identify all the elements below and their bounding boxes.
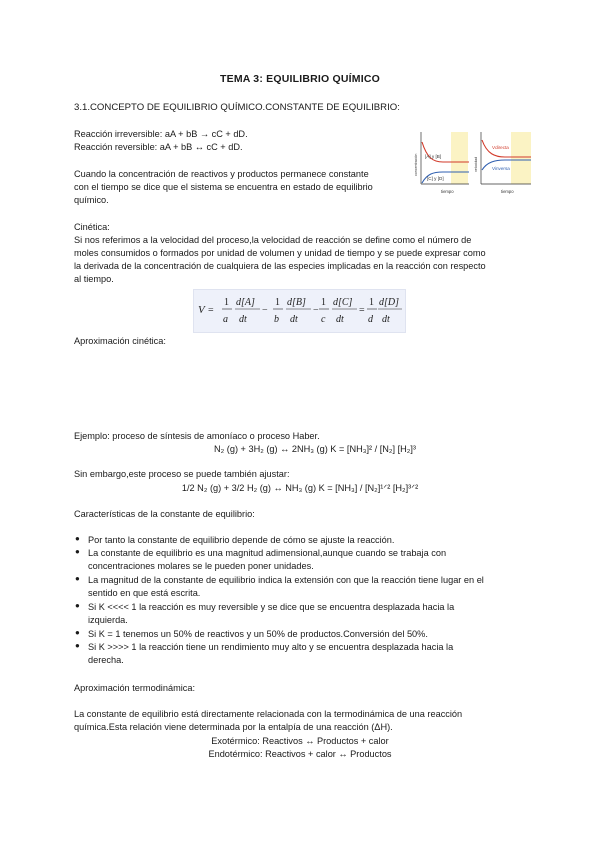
list-item: La constante de equilibrio es una magnitud adimensional,aunque cuando se trabaja con: [88, 548, 447, 558]
eq-sign: −: [262, 305, 268, 316]
kinetics-line: al tiempo.: [74, 274, 114, 284]
eq-sign: −: [313, 305, 319, 316]
thermo-line: La constante de equilibrio está directamente relacionada con la termodinámica de una reacción: [74, 709, 463, 719]
kinetics-line: moles consumidos o formados por unidad de volumen y unidad de tiempo y se puede expresar como: [74, 248, 486, 258]
eq-num: 1: [224, 297, 229, 308]
eq-num: 1: [321, 297, 326, 308]
graph-ylabel: concentración: [414, 153, 418, 176]
bullet-icon: ●: [75, 641, 80, 650]
graph-label: [C] y [D]: [427, 176, 444, 181]
bullet-icon: ●: [75, 628, 80, 637]
bullet-icon: ●: [75, 574, 80, 583]
thermo-line: química.Esta relación viene determinada por la entalpía de una reacción (ΔH).: [74, 722, 393, 732]
equilibrium-graph: [413, 130, 533, 200]
eq-sign: =: [208, 305, 214, 316]
list-item: Si K = 1 tenemos un 50% de reactivos y un 50% de productos.Conversión del 50%.: [88, 629, 428, 639]
list-item-cont: derecha.: [88, 655, 124, 665]
kinetics-line: la derivada de la concentración de cualquiera de las especies implicadas en la reacción con respecto: [74, 261, 486, 271]
page-title: TEMA 3: EQUILIBRIO QUÍMICO: [220, 73, 380, 85]
eq-dden: dt: [239, 314, 247, 325]
graph-label: [A] y [B]: [425, 154, 442, 159]
eq-term: [222, 297, 268, 325]
bullet-icon: ●: [75, 547, 80, 556]
rate-equation: [193, 289, 406, 333]
section-heading: 3.1.CONCEPTO DE EQUILIBRIO QUÍMICO.CONSTANTE DE EQUILIBRIO:: [74, 102, 400, 113]
eq-den: d: [368, 314, 373, 325]
adjusted-equation: 1/2 N₂ (g) + 3/2 H₂ (g) ↔ NH₃ (g) K = [NH₃] / [N₂]¹ᐟ² [H₂]³ᐟ²: [181, 483, 419, 493]
list-item: Por tanto la constante de equilibrio depende de cómo se ajuste la reacción.: [88, 535, 395, 545]
eq-num: 1: [369, 297, 374, 308]
list-item-cont: sentido en que está escrita.: [88, 588, 201, 598]
eq-term: [319, 297, 365, 325]
kinetics-heading: Cinética:: [74, 222, 110, 232]
list-item-cont: concentraciones molares se le pueden poner unidades.: [88, 561, 314, 571]
adjust-line: Sin embargo,este proceso se puede también ajustar:: [74, 469, 290, 479]
graph-xlabel: tiempo: [441, 189, 454, 194]
graph-xlabel: tiempo: [501, 189, 514, 194]
eq-dnum: d[D]: [379, 297, 400, 308]
bullet-icon: ●: [75, 601, 80, 610]
eq-dnum: d[A]: [236, 297, 255, 308]
example-heading: Ejemplo: proceso de síntesis de amoníaco o proceso Haber.: [74, 431, 320, 441]
eq-dden: dt: [290, 314, 298, 325]
eq-term: [273, 297, 319, 325]
reversible-reaction: Reacción reversible: aA + bB ↔ cC + dD.: [74, 142, 243, 152]
eq-term: [367, 297, 402, 325]
intro-line: químico.: [74, 195, 109, 205]
endothermic-line: Endotérmico: Reactivos + calor ↔ Productos: [208, 749, 392, 759]
rate-plot: [474, 132, 531, 194]
kinetic-approx-heading: Aproximación cinética:: [74, 336, 166, 346]
characteristics-heading: Características de la constante de equilibrio:: [74, 509, 255, 519]
eq-dden: dt: [382, 314, 390, 325]
eq-v: V: [198, 304, 205, 316]
graph-label: Vdirecta: [492, 145, 509, 150]
graph-label: Vinversa: [492, 166, 510, 171]
bullet-icon: ●: [75, 534, 80, 543]
thermo-heading: Aproximación termodinámica:: [74, 683, 196, 693]
eq-sign: =: [359, 305, 365, 316]
intro-line: con el tiempo se dice que el sistema se encuentra en estado de equilibrio: [74, 182, 373, 192]
kinetics-line: Si nos referimos a la velocidad del proceso,la velocidad de reacción se define como el número de: [74, 235, 472, 245]
list-item: Si K <<<< 1 la reacción es muy reversible y se dice que se encuentra desplazada hacia la: [88, 602, 455, 612]
eq-den: b: [274, 314, 279, 325]
exothermic-line: Exotérmico: Reactivos ↔ Productos + calor: [211, 736, 389, 746]
eq-dden: dt: [336, 314, 344, 325]
eq-num: 1: [275, 297, 280, 308]
intro-line: Cuando la concentración de reactivos y productos permanece constante: [74, 169, 369, 179]
eq-dnum: d[B]: [287, 297, 306, 308]
eq-den: a: [223, 314, 228, 325]
list-item-cont: izquierda.: [88, 615, 128, 625]
list-item: Si K >>>> 1 la reacción tiene un rendimiento muy alto y se encuentra desplazada hacia la: [88, 642, 454, 652]
irreversible-reaction: Reacción irreversible: aA + bB → cC + dD.: [74, 129, 248, 139]
list-item: La magnitud de la constante de equilibrio indica la extensión con que la reacción tiene lugar en el: [88, 575, 484, 585]
eq-dnum: d[C]: [333, 297, 353, 308]
haber-equation: N₂ (g) + 3H₂ (g) ↔ 2NH₃ (g) K = [NH₃]² / [N₂] [H₂]³: [214, 444, 416, 454]
concentration-plot: [414, 132, 469, 194]
eq-den: c: [321, 314, 326, 325]
graph-ylabel: velocidad: [474, 156, 478, 172]
